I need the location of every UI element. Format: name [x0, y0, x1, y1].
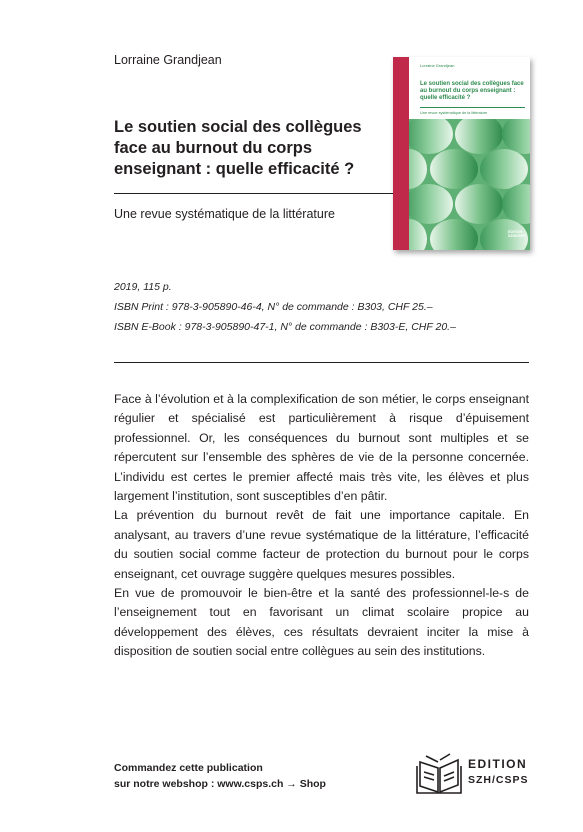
- title-divider: [114, 193, 393, 194]
- logo-text: [468, 756, 529, 788]
- cta-line: Commandez cette publication: [114, 762, 263, 774]
- publication-meta: [114, 277, 456, 337]
- cover-subtitle: Une revue systématique de la littérature: [420, 111, 488, 115]
- book-title: [114, 117, 364, 180]
- description-paragraph: Face à l’évolution et à la complexification de son métier, le corps enseignant régulier et spécialisé est particulièrement à risque d’épuisement professionnel. Or, les conséquences du burnout sont multiples et se répercutent sur l’ensemble des sphères de vie de la personne concernée. L’individu est certes le premier affecté mais très vite, les élèves et plus largement l’institution, sont susceptibles d’en pâtir.: [114, 392, 529, 504]
- cover-author: Lorraine Grandjean: [420, 63, 455, 68]
- description: [114, 390, 529, 662]
- book-title-line: face au burnout du corps: [114, 139, 313, 157]
- year-pages: 2019, 115 p.: [114, 281, 172, 293]
- cover-edition-label: EDITION SZH/CSPS: [508, 230, 526, 238]
- order-call-to-action: [114, 760, 326, 792]
- edition-logo: [414, 752, 532, 796]
- isbn-ebook: ISBN E-Book : 978-3-905890-47-1, N° de commande : B303-E, CHF 20.–: [114, 321, 456, 333]
- open-book-icon: [414, 752, 464, 796]
- logo-line-edition: EDITION: [468, 757, 528, 771]
- cover-spine-bar: [393, 57, 409, 250]
- cover-title: Le soutien social des collègues face au burnout du corps enseignant : quelle efficacité ?: [420, 81, 524, 101]
- author-name: Lorraine Grandjean: [114, 53, 222, 67]
- description-paragraph: En vue de promouvoir le bien-être et la santé des professionnel-le-s de l’enseignement tout en favorisant un climat scolaire propice au développement des élèves, ces résultats devraient inciter la mise à disposition de soutien social entre collègues au sein des institutions.: [114, 586, 529, 659]
- book-subtitle: Une revue systématique de la littérature: [114, 207, 335, 221]
- cta-webshop-link[interactable]: sur notre webshop : www.csps.ch → Shop: [114, 778, 326, 790]
- book-cover: [393, 57, 530, 250]
- logo-line-szh: SZH/CSPS: [468, 774, 529, 786]
- cover-divider: [420, 107, 525, 108]
- isbn-print: ISBN Print : 978-3-905890-46-4, N° de commande : B303, CHF 25.–: [114, 301, 433, 313]
- book-title-line: enseignant : quelle efficacité ?: [114, 160, 355, 178]
- book-title-line: Le soutien social des collègues: [114, 118, 362, 136]
- description-paragraph: La prévention du burnout revêt de fait une importance capitale. En analysant, au travers d’une revue systématique de la littérature, l’efficacité du soutien social comme facteur de protection du burnout pour le corps enseignant, cet ouvrage suggère quelques mesures possibles.: [114, 508, 529, 581]
- meta-divider: [114, 362, 529, 363]
